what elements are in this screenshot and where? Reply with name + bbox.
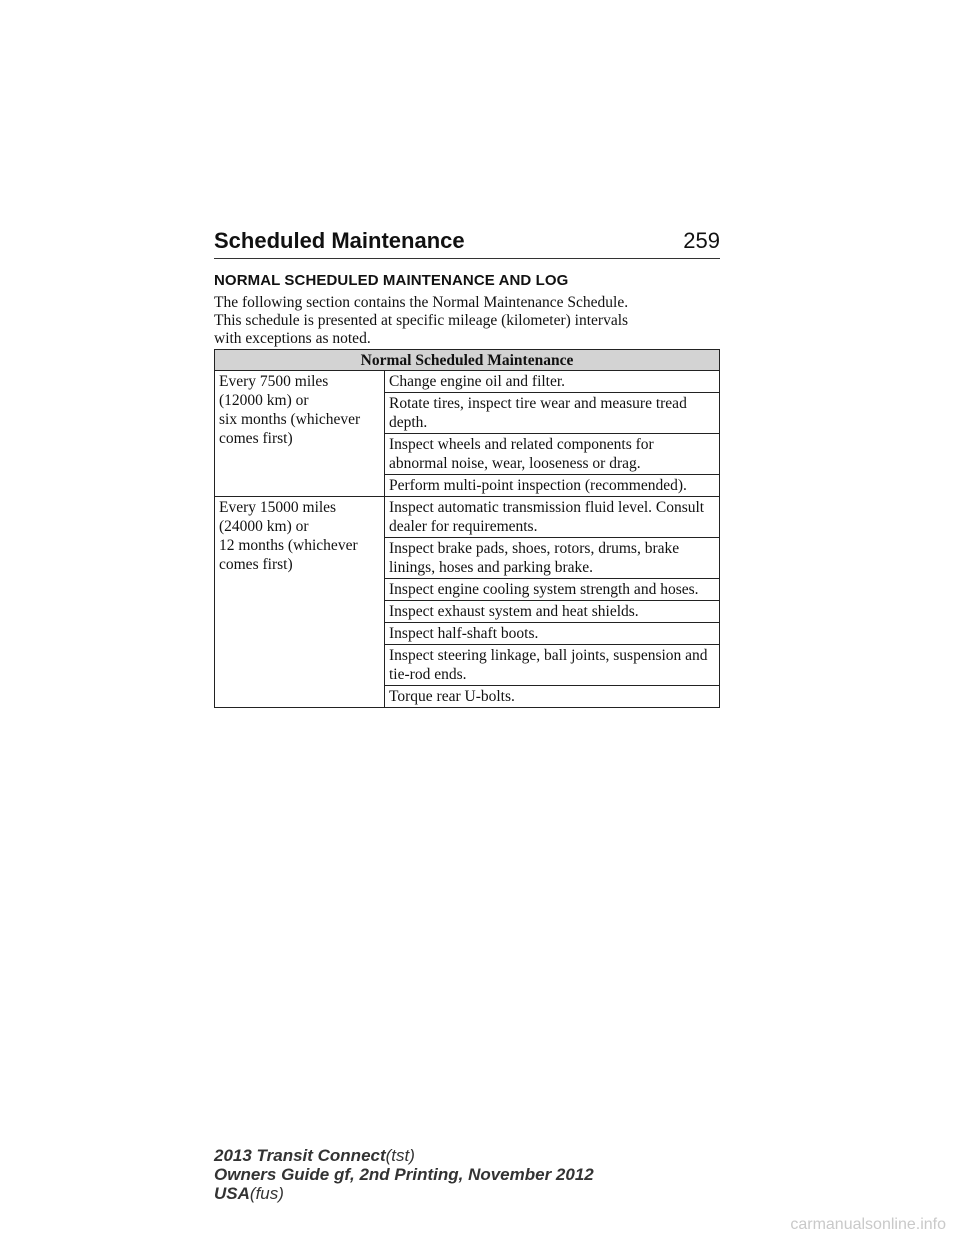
- watermark: carmanualsonline.info: [790, 1216, 946, 1233]
- table-row: [215, 497, 720, 538]
- maintenance-table: [214, 349, 720, 708]
- task-cell: Inspect automatic transmission fluid level. Consult dealer for requirements.: [385, 497, 720, 538]
- intro-line: with exceptions as noted.: [214, 330, 371, 347]
- page-title: Scheduled Maintenance: [214, 228, 465, 253]
- task-cell: Perform multi-point inspection (recommended).: [385, 475, 720, 497]
- section-heading: NORMAL SCHEDULED MAINTENANCE AND LOG: [214, 272, 569, 289]
- task-cell: Inspect wheels and related components for abnormal noise, wear, looseness or drag.: [385, 434, 720, 475]
- footer-market-code: (fus): [249, 1184, 284, 1203]
- intro-line: This schedule is presented at specific mileage (kilometer) intervals: [214, 312, 629, 329]
- task-cell: Rotate tires, inspect tire wear and measure tread depth.: [385, 393, 720, 434]
- task-cell: Torque rear U-bolts.: [385, 686, 720, 708]
- footer-model-code: (tst): [385, 1146, 415, 1165]
- footer-line-3: [214, 1184, 594, 1203]
- page-number: 259: [683, 228, 720, 253]
- interval-cell: Every 15000 miles (24000 km) or 12 months (whichever comes first): [215, 497, 385, 708]
- task-cell: Inspect brake pads, shoes, rotors, drums, brake linings, hoses and parking brake.: [385, 538, 720, 579]
- interval-cell: Every 7500 miles (12000 km) or six months (whichever comes first): [215, 371, 385, 497]
- footer-model: 2013 Transit Connect: [214, 1146, 386, 1165]
- table-row: [215, 371, 720, 393]
- task-cell: Inspect steering linkage, ball joints, suspension and tie-rod ends.: [385, 645, 720, 686]
- task-cell: Change engine oil and filter.: [385, 371, 720, 393]
- table-caption: Normal Scheduled Maintenance: [215, 350, 720, 371]
- task-cell: Inspect exhaust system and heat shields.: [385, 601, 720, 623]
- page-header: [214, 228, 720, 259]
- task-cell: Inspect engine cooling system strength and hoses.: [385, 579, 720, 601]
- print-footer: [214, 1146, 594, 1203]
- task-cell: Inspect half-shaft boots.: [385, 623, 720, 645]
- footer-printing: Owners Guide gf, 2nd Printing, November 2012: [214, 1165, 594, 1184]
- table-header-row: [215, 350, 720, 371]
- footer-market: USA: [214, 1184, 250, 1203]
- footer-line-1: [214, 1146, 594, 1165]
- intro-paragraph: [214, 294, 720, 348]
- intro-line: The following section contains the Normal Maintenance Schedule.: [214, 294, 629, 311]
- footer-line-2: [214, 1165, 594, 1184]
